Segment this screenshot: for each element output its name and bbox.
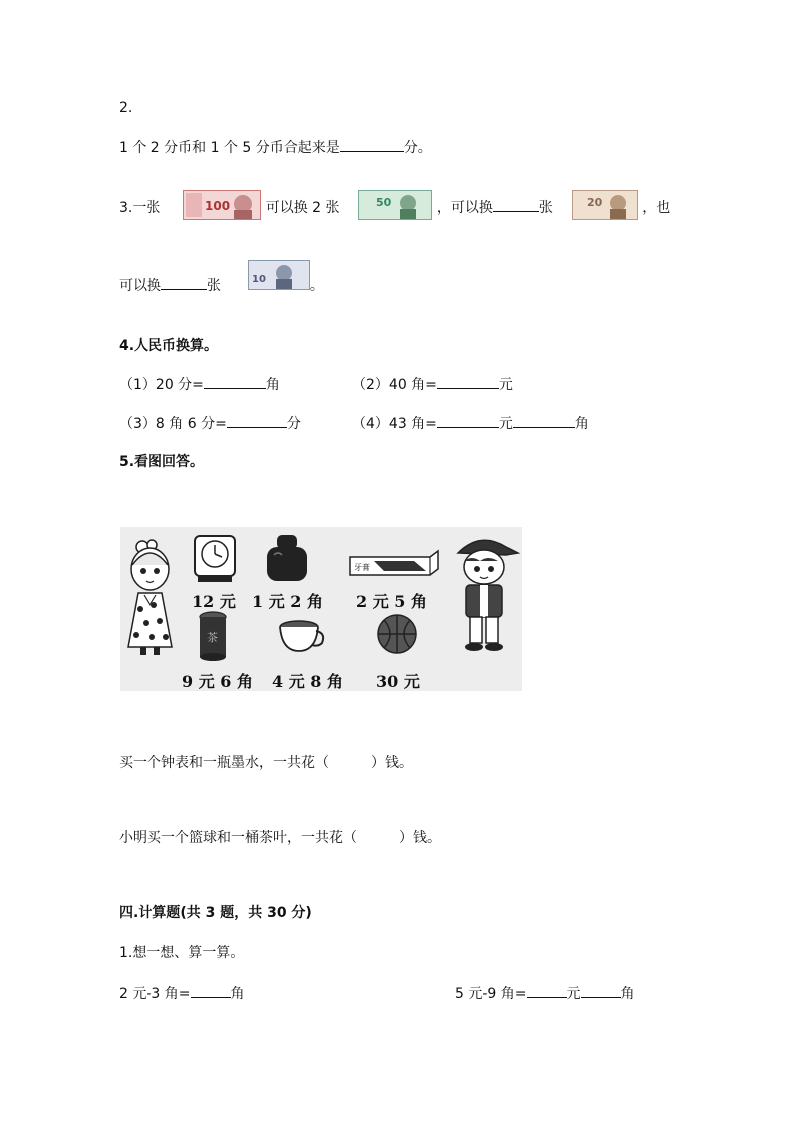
calc2-blank2[interactable] xyxy=(581,983,621,998)
calc1 xyxy=(119,983,245,1004)
q4-item3 xyxy=(119,413,301,434)
q4-item4 xyxy=(352,413,589,434)
calc2-unit2: 角 xyxy=(620,986,635,1002)
basketball-icon xyxy=(376,613,418,655)
svg-text:20: 20 xyxy=(586,196,603,209)
svg-text:牙膏: 牙膏 xyxy=(354,563,370,572)
q4-item4-unit1: 元 xyxy=(498,416,513,432)
q5-question1: 买一个钟表和一瓶墨水，一共花（ ）钱。 xyxy=(119,755,413,771)
ink-bottle-icon xyxy=(264,533,310,583)
q4-item2-text: （2）40 角= xyxy=(352,377,437,393)
basketball-price: 30 元 xyxy=(376,672,420,691)
q2-line xyxy=(119,137,432,158)
girl-icon xyxy=(126,537,178,657)
q2-unit: 分。 xyxy=(403,140,432,156)
q4-item2-unit: 元 xyxy=(498,377,513,393)
svg-text:10: 10 xyxy=(251,274,266,285)
q2-text: 1 个 2 分币和 1 个 5 分币合起来是 xyxy=(119,140,340,156)
q3-line2-text-a: 可以换 xyxy=(119,278,161,294)
banknote-20-icon xyxy=(572,190,638,226)
q3-line2-text-c: 。 xyxy=(309,278,324,294)
q4-item1-unit: 角 xyxy=(265,377,280,393)
tea-price: 9 元 6 角 xyxy=(182,672,253,691)
toothpaste-price: 2 元 5 角 xyxy=(356,592,427,611)
clock-icon xyxy=(192,533,238,585)
q3-text-e: ，也 xyxy=(642,200,671,216)
q3-blank2[interactable] xyxy=(161,275,207,290)
q4-item2-blank[interactable] xyxy=(437,374,499,389)
q4-item4-text: （4）43 角= xyxy=(352,416,437,432)
q3-blank1[interactable] xyxy=(493,197,539,212)
q4-title: 4.人民币换算。 xyxy=(119,338,219,354)
boy-icon xyxy=(450,533,522,655)
cup-icon xyxy=(278,619,328,657)
calc2-blank1[interactable] xyxy=(527,983,567,998)
shopping-picture xyxy=(120,527,522,691)
calc1-text: 2 元-3 角= xyxy=(119,986,191,1002)
tea-tin-icon xyxy=(198,611,228,661)
q2-number: 2. xyxy=(119,100,133,116)
q4-item4-blank1[interactable] xyxy=(437,413,499,428)
q3-line1 xyxy=(119,190,670,226)
q4-item4-unit2: 角 xyxy=(574,416,589,432)
calc1-unit: 角 xyxy=(230,986,245,1002)
q3-text-b: 可以换 2 张 xyxy=(265,200,340,216)
q3-text-a: 3.一张 xyxy=(119,200,161,216)
toothpaste-icon xyxy=(348,549,440,577)
q3-line2 xyxy=(119,260,324,296)
q4-item1-blank[interactable] xyxy=(204,374,266,389)
svg-text:茶: 茶 xyxy=(207,631,218,644)
q4-item3-blank[interactable] xyxy=(227,413,287,428)
svg-text:50: 50 xyxy=(376,196,392,209)
calc2 xyxy=(455,983,635,1004)
section4-q1-title: 1.想一想、算一算。 xyxy=(119,945,245,961)
q3-text-c: ，可以换 xyxy=(436,200,493,216)
q4-item4-blank2[interactable] xyxy=(513,413,575,428)
banknote-100-icon xyxy=(183,190,261,226)
q5-question2: 小明买一个篮球和一桶茶叶，一共花（ ）钱。 xyxy=(119,830,441,846)
calc1-blank[interactable] xyxy=(191,983,231,998)
section4-title: 四.计算题(共 3 题，共 30 分) xyxy=(119,905,312,921)
svg-text:100: 100 xyxy=(205,199,231,213)
banknote-50-icon xyxy=(358,190,432,226)
q4-item1-text: （1）20 分= xyxy=(119,377,204,393)
q4-item2 xyxy=(352,374,513,395)
cup-price: 4 元 8 角 xyxy=(272,672,343,691)
q4-item3-unit: 分 xyxy=(286,416,301,432)
q3-text-d: 张 xyxy=(538,200,553,216)
ink-price: 1 元 2 角 xyxy=(252,592,323,611)
calc2-text: 5 元-9 角= xyxy=(455,986,527,1002)
q4-item3-text: （3）8 角 6 分= xyxy=(119,416,227,432)
q5-title: 5.看图回答。 xyxy=(119,454,205,470)
q2-blank[interactable] xyxy=(340,137,404,152)
banknote-10-icon xyxy=(248,260,310,296)
q4-item1 xyxy=(119,374,280,395)
q3-line2-text-b: 张 xyxy=(207,278,221,294)
calc2-unit1: 元 xyxy=(566,986,581,1002)
clock-price: 12 元 xyxy=(192,592,236,611)
